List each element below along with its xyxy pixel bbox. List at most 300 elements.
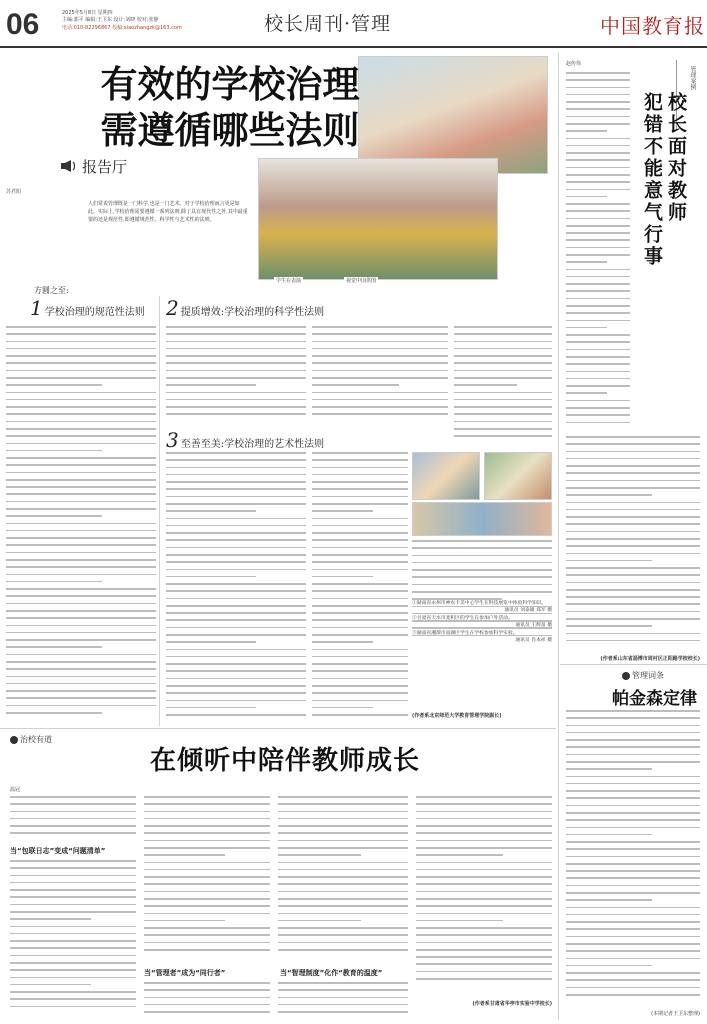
text-line: [566, 812, 700, 814]
text-line: [566, 567, 700, 569]
article-3-heading: [166, 428, 324, 452]
text-line: [6, 406, 156, 408]
text-line: [312, 590, 408, 592]
text-line: [416, 825, 552, 827]
text-line: [278, 942, 408, 944]
text-line: [454, 362, 552, 364]
text-line: [416, 891, 552, 893]
text-line: [10, 889, 136, 891]
text-line: [144, 854, 225, 856]
text-line: [566, 841, 700, 843]
text-line: [566, 545, 700, 547]
text-line: [166, 634, 306, 636]
text-line: [278, 811, 408, 813]
text-line: [144, 811, 270, 813]
text-line: [416, 876, 552, 878]
text-line: [166, 341, 306, 343]
text-line: [10, 803, 136, 805]
text-line: [312, 670, 408, 672]
text-line: [166, 326, 306, 328]
text-line: [416, 905, 552, 907]
text-line: [166, 377, 306, 379]
text-line: [144, 847, 270, 849]
text-line: [10, 832, 136, 834]
text-line: [10, 998, 136, 1000]
text-line: [416, 854, 503, 856]
text-line: [416, 803, 552, 805]
text-line: [416, 811, 552, 813]
text-line: [312, 532, 408, 534]
text-line: [6, 392, 156, 394]
tag-icon: [10, 736, 18, 744]
text-line: [166, 525, 306, 527]
article-2-kicker: 提质增效:: [180, 307, 225, 318]
text-line: [566, 509, 700, 511]
text-line: [144, 989, 270, 991]
text-line: [6, 362, 156, 364]
text-line: [312, 452, 408, 454]
text-line: [6, 355, 156, 357]
text-line: [312, 467, 408, 469]
text-line: [566, 928, 700, 930]
text-line: [566, 739, 700, 741]
text-line: [566, 950, 700, 952]
text-line: [144, 825, 270, 827]
text-line: [6, 712, 102, 714]
text-line: [144, 997, 270, 999]
text-line: [454, 341, 552, 343]
text-line: [144, 898, 270, 900]
text-line: [312, 362, 448, 364]
text-line: [166, 547, 306, 549]
text-line: [6, 559, 156, 561]
text-line: [312, 547, 408, 549]
text-line: [566, 848, 700, 850]
lower-body-col1: [10, 796, 136, 840]
text-line: [312, 488, 408, 490]
text-line: [566, 725, 700, 727]
text-line: [144, 891, 270, 893]
text-line: [566, 494, 652, 496]
text-line: [144, 934, 270, 936]
text-line: [454, 435, 552, 437]
text-line: [566, 746, 700, 748]
text-line: [566, 436, 700, 438]
text-line: [566, 596, 700, 598]
right-title-line1: 校长面对教师: [665, 92, 687, 224]
text-line: [6, 493, 156, 495]
text-line: [566, 710, 700, 712]
text-line: [566, 732, 700, 734]
text-line: [278, 869, 408, 871]
text-line: [144, 920, 225, 922]
text-line: [6, 377, 156, 379]
text-line: [6, 676, 156, 678]
text-line: [566, 480, 700, 482]
right2-credit: (本期记者王卫东整理): [651, 1011, 700, 1017]
text-line: [166, 488, 306, 490]
text-line: [10, 940, 136, 942]
text-line: [278, 898, 408, 900]
right-column-body-bottom: [566, 436, 700, 652]
text-line: [312, 678, 408, 680]
text-line: [278, 905, 408, 907]
editor-line: 主编:郭平 编辑:王卫东 设计:刘晓 校对:张静: [62, 17, 159, 24]
text-line: [6, 428, 156, 430]
photo-science-2: [484, 452, 552, 500]
text-line: [166, 362, 306, 364]
text-line: [10, 977, 136, 979]
text-line: [166, 692, 306, 694]
hero-photo-children: [258, 158, 498, 280]
text-line: [6, 515, 102, 517]
text-line: [312, 714, 408, 716]
text-line: [454, 377, 552, 379]
text-line: [566, 899, 652, 901]
lower-body-col4: [416, 796, 552, 992]
article-2-body-col2: [166, 326, 306, 421]
text-line: [566, 225, 630, 227]
text-line: [312, 341, 448, 343]
text-line: [566, 443, 700, 445]
article-1-kicker: 方圆之至:: [34, 286, 69, 295]
text-line: [454, 355, 552, 357]
phone-line: 电话:010-82296867: [62, 24, 111, 31]
text-line: [144, 949, 270, 951]
text-line: [144, 818, 270, 820]
text-line: [416, 942, 552, 944]
header-rule: [0, 46, 707, 48]
text-line: [566, 877, 700, 879]
caption-b-credit: 通讯员 王辉富 摄: [515, 623, 552, 629]
caption-c: ③湖南省湘潭市雨湖区学生在学校参加科学实验。: [412, 630, 518, 636]
text-line: [6, 435, 156, 437]
article-2-body-col3: [312, 326, 448, 426]
text-line: [566, 943, 700, 945]
newspaper-logo: 中国教育报: [600, 14, 705, 38]
email-line: 投稿:xiaozhangzk@163.com: [112, 24, 182, 31]
text-line: [454, 399, 552, 401]
text-line: [566, 232, 630, 234]
text-line: [166, 496, 306, 498]
article-2-title: 学校治理的科学性法则: [224, 307, 325, 318]
text-line: [10, 955, 136, 957]
text-line: [412, 576, 552, 578]
text-line: [416, 847, 552, 849]
text-line: [6, 348, 156, 350]
text-line: [312, 399, 448, 401]
text-line: [6, 333, 156, 335]
text-line: [566, 458, 700, 460]
text-line: [416, 862, 552, 864]
text-line: [166, 656, 306, 658]
text-line: [6, 479, 156, 481]
hero-photo-performance: [358, 56, 548, 174]
text-line: [454, 421, 552, 423]
right2-tag-text: 管理词条: [632, 671, 664, 680]
text-line: [566, 892, 700, 894]
text-line: [144, 883, 270, 885]
text-line: [278, 883, 408, 885]
text-line: [278, 997, 408, 999]
lower-body-col3: [278, 796, 408, 962]
lower-tag-text: 治校有道: [20, 735, 52, 744]
text-line: [566, 254, 630, 256]
text-line: [278, 854, 361, 856]
text-line: [166, 714, 306, 716]
text-line: [166, 355, 306, 357]
article-1-body-col1: [6, 326, 156, 726]
text-line: [166, 649, 306, 651]
text-line: [6, 683, 156, 685]
article-3-body-col3: [312, 452, 408, 724]
text-line: [566, 797, 700, 799]
text-line: [566, 108, 630, 110]
text-line: [566, 761, 700, 763]
text-line: [566, 965, 652, 967]
text-line: [6, 443, 156, 445]
text-line: [10, 1006, 136, 1008]
text-line: [6, 544, 156, 546]
text-line: [412, 547, 552, 549]
text-line: [278, 796, 408, 798]
text-line: [166, 518, 306, 520]
text-line: [166, 707, 256, 709]
text-line: [412, 569, 552, 571]
text-line: [312, 569, 408, 571]
text-line: [6, 326, 156, 328]
text-line: [312, 333, 448, 335]
text-line: [6, 552, 156, 554]
text-line: [278, 934, 408, 936]
text-line: [566, 451, 700, 453]
text-line: [278, 891, 408, 893]
text-line: [144, 862, 270, 864]
text-line: [312, 641, 373, 643]
text-line: [566, 936, 700, 938]
text-line: [412, 584, 552, 586]
text-line: [566, 414, 630, 416]
text-line: [6, 697, 156, 699]
tag-icon-2: [622, 672, 630, 680]
right-column-author-note: (作者系山东省淄博市周村区正阳路学校校长): [600, 656, 700, 662]
lower-body-col2b: [144, 982, 270, 1020]
text-line: [412, 591, 552, 593]
text-line: [412, 555, 552, 557]
caption-c-credit: 通讯员 肖本祥 摄: [515, 638, 552, 644]
text-line: [6, 508, 156, 510]
text-line: [566, 290, 630, 292]
text-line: [566, 958, 700, 960]
text-line: [566, 87, 630, 89]
right2-title: 帕金森定律: [612, 689, 697, 709]
column-name: 报告厅: [82, 158, 128, 176]
text-line: [566, 863, 700, 865]
right2-body: [566, 710, 700, 1006]
text-line: [278, 818, 408, 820]
text-line: [454, 384, 517, 386]
text-line: [166, 539, 306, 541]
text-line: [566, 305, 630, 307]
text-line: [566, 349, 630, 351]
text-line: [278, 803, 408, 805]
text-line: [278, 949, 408, 951]
text-line: [312, 525, 408, 527]
right-column-title: [640, 92, 688, 268]
text-line: [566, 625, 652, 627]
text-line: [166, 481, 306, 483]
column-divider: [159, 296, 160, 726]
text-line: [454, 428, 552, 430]
text-line: [6, 486, 156, 488]
text-line: [166, 503, 306, 505]
text-line: [166, 612, 306, 614]
text-line: [6, 610, 156, 612]
text-line: [278, 913, 408, 915]
text-line: [566, 72, 630, 74]
text-line: [312, 605, 408, 607]
text-line: [6, 632, 156, 634]
text-line: [566, 130, 607, 132]
text-line: [566, 921, 700, 923]
text-line: [144, 803, 270, 805]
photo-science-1: [412, 452, 480, 500]
text-line: [566, 870, 700, 872]
text-line: [144, 796, 270, 798]
text-line: [6, 472, 156, 474]
photo-caption-2: 视觉中国供图: [346, 278, 377, 284]
text-line: [566, 472, 700, 474]
text-line: [166, 474, 306, 476]
text-line: [166, 459, 306, 461]
text-line: [566, 553, 700, 555]
text-line: [6, 450, 102, 452]
text-line: [566, 298, 630, 300]
text-line: [166, 348, 306, 350]
text-line: [10, 984, 91, 986]
text-line: [278, 927, 408, 929]
text-line: [166, 670, 306, 672]
text-line: [10, 867, 136, 869]
text-line: [566, 885, 700, 887]
text-line: [278, 876, 408, 878]
right-divider: [560, 664, 707, 665]
article-2-body-col4: [454, 326, 552, 446]
right-title-line2: 犯错不能意气行事: [641, 92, 663, 268]
text-line: [312, 355, 448, 357]
text-line: [566, 196, 607, 198]
text-line: [278, 832, 408, 834]
text-line: [566, 640, 700, 642]
text-line: [312, 348, 448, 350]
text-line: [166, 605, 306, 607]
text-line: [566, 717, 700, 719]
text-line: [166, 333, 306, 335]
text-line: [566, 363, 630, 365]
text-line: [166, 641, 256, 643]
text-line: [312, 554, 408, 556]
text-line: [278, 840, 408, 842]
section-divider: [0, 728, 556, 729]
text-line: [566, 152, 630, 154]
text-line: [312, 518, 408, 520]
text-line: [312, 627, 408, 629]
text-line: [566, 327, 607, 329]
text-line: [166, 619, 306, 621]
text-line: [566, 341, 630, 343]
text-line: [10, 825, 136, 827]
text-line: [10, 926, 136, 928]
text-line: [6, 413, 156, 415]
text-line: [566, 538, 700, 540]
right-column-author: 赵传伟: [566, 61, 582, 67]
text-line: [566, 531, 700, 533]
right-column-tag: 管理案例: [689, 66, 696, 90]
text-line: [416, 818, 552, 820]
text-line: [166, 399, 306, 401]
hero-title-line2: 需遵循哪些法则: [100, 109, 360, 152]
text-line: [566, 138, 630, 140]
text-line: [454, 370, 552, 372]
text-line: [278, 825, 408, 827]
text-line: [144, 905, 270, 907]
hero-title-line1: 有效的学校治理: [100, 63, 360, 106]
text-line: [6, 370, 156, 372]
article-1-heading: [30, 285, 145, 320]
right-column-divider: [558, 52, 559, 1020]
text-line: [454, 348, 552, 350]
text-line: [566, 320, 630, 322]
text-line: [6, 421, 156, 423]
text-line: [566, 218, 630, 220]
lower-subhead-3: 当“智理制度”化作“教育的温度”: [280, 969, 383, 977]
text-line: [6, 588, 156, 590]
text-line: [6, 668, 156, 670]
text-line: [166, 700, 306, 702]
text-line: [566, 994, 700, 996]
article-3-body-col2: [166, 452, 306, 724]
text-line: [416, 963, 552, 965]
text-line: [312, 326, 448, 328]
text-line: [566, 783, 700, 785]
article-3-number: 3: [166, 428, 179, 452]
text-line: [144, 876, 270, 878]
text-line: [312, 656, 408, 658]
text-line: [566, 633, 700, 635]
speaker-icon: [60, 158, 78, 172]
text-line: [312, 692, 408, 694]
text-line: [312, 503, 408, 505]
text-line: [566, 210, 630, 212]
lower-body-col3b: [278, 982, 408, 1020]
text-line: [454, 392, 552, 394]
text-line: [566, 487, 700, 489]
text-line: [566, 827, 700, 829]
text-line: [10, 947, 136, 949]
text-line: [416, 883, 552, 885]
lower-subhead-1: 当“包联日志”变成“问题清单”: [10, 847, 106, 855]
text-line: [566, 159, 630, 161]
text-line: [566, 574, 700, 576]
text-line: [312, 612, 408, 614]
text-line: [312, 576, 373, 578]
text-line: [6, 537, 156, 539]
text-line: [312, 474, 408, 476]
text-line: [566, 101, 630, 103]
text-line: [566, 181, 630, 183]
text-line: [566, 378, 630, 380]
text-line: [312, 413, 448, 415]
